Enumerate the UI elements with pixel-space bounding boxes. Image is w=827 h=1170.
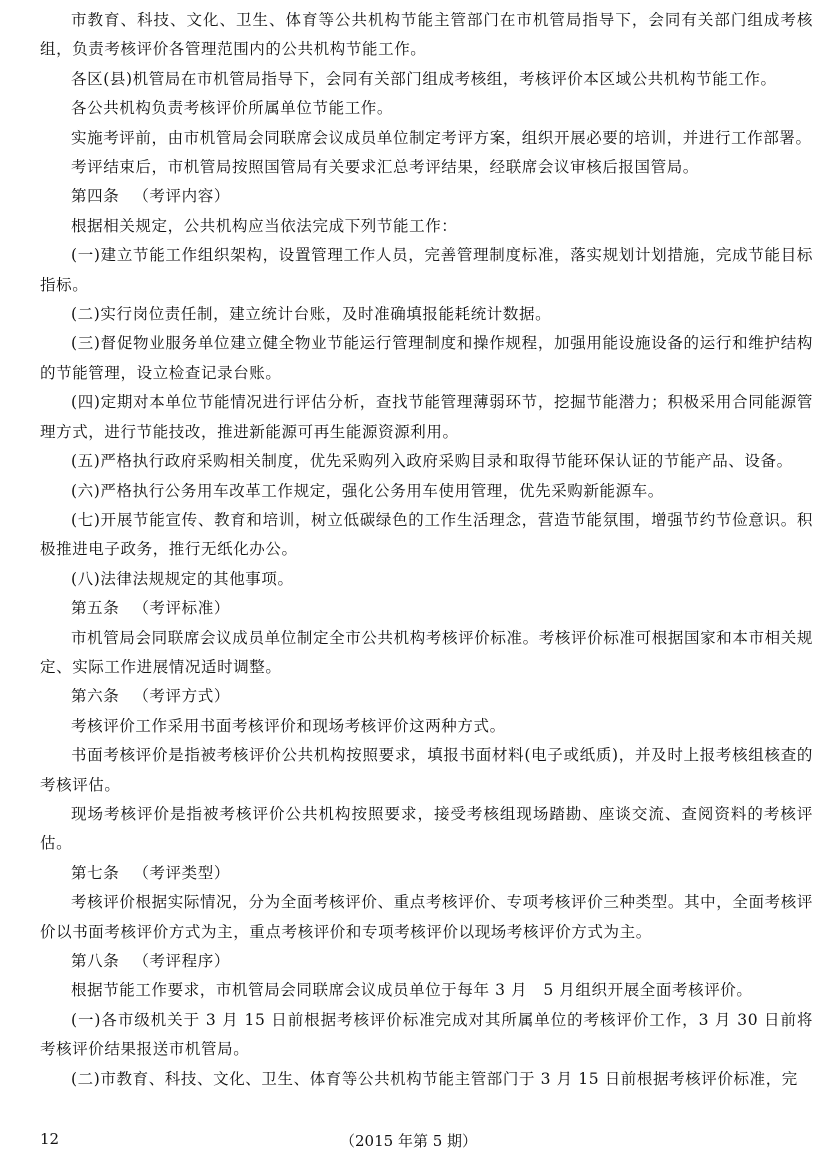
paragraph: 市教育、科技、文化、卫生、体育等公共机构节能主管部门在市机管局指导下，会同有关部门组成考核组，负责考核评价各管理范围内的公共机构节能工作。	[40, 11, 813, 59]
paragraph: (二)实行岗位责任制，建立统计台账，及时准确填报能耗统计数据。	[71, 305, 552, 324]
paragraph: 根据节能工作要求，市机管局会同联席会议成员单位于每年 3 月 5 月组织开展全面考核评价。	[71, 981, 753, 1000]
article-tag: （考评程序）	[133, 952, 230, 970]
article-tag: （考评方式）	[133, 687, 230, 706]
article-number: 第四条	[71, 187, 120, 206]
paragraph: 书面考核评价是指被考核评价公共机构按照要求，填报书面材料(电子或纸质)，并及时上报考核组核查的考核评估。	[40, 746, 813, 794]
page-footer	[40, 1130, 813, 1154]
article-number: 第七条	[71, 863, 120, 882]
paragraph: 考评结束后，市机管局按照国管局有关要求汇总考评结果，经联席会议审核后报国管局。	[71, 158, 699, 177]
paragraph: (五)严格执行政府采购相关制度，优先采购列入政府采购目录和取得节能环保认证的节能产品、设备。	[71, 452, 793, 471]
paragraph: 根据相关规定，公共机构应当依法完成下列节能工作：	[71, 216, 458, 235]
article-heading	[40, 682, 813, 711]
paragraph: (三)督促物业服务单位建立健全物业节能运行管理制度和操作规程，加强用能设施设备的运行和维护结构的节能管理，设立检查记录台账。	[40, 334, 813, 382]
paragraph: 考核评价根据实际情况，分为全面考核评价、重点考核评价、专项考核评价三种类型。其中，全面考核评价以书面考核评价方式为主，重点考核评价和专项考核评价以现场考核评价方式为主。	[40, 893, 813, 941]
paragraph: (一)各市级机关于 3 月 15 日前根据考核评价标准完成对其所属单位的考核评价工作，3 月 30 日前将考核评价结果报送市机管局。	[40, 1010, 813, 1059]
article-tag: （考评标准）	[133, 599, 230, 618]
article-number: 第八条	[71, 952, 120, 970]
article-heading	[40, 947, 813, 976]
paragraph: 考核评价工作采用书面考核评价和现场考核评价这两种方式。	[71, 716, 506, 735]
paragraph: (八)法律法规规定的其他事项。	[71, 569, 294, 588]
paragraph: 各公共机构负责考核评价所属单位节能工作。	[71, 99, 394, 118]
issue-label: （2015 年第 5 期）	[340, 1132, 478, 1150]
article-tag: （考评内容）	[133, 187, 230, 206]
article-number: 第六条	[71, 687, 120, 706]
document-body	[40, 6, 813, 1094]
page-number: 12	[40, 1130, 60, 1148]
article-heading	[40, 859, 813, 888]
paragraph: 市机管局会同联席会议成员单位制定全市公共机构考核评价标准。考核评价标准可根据国家和本市相关规定、实际工作进展情况适时调整。	[40, 628, 813, 676]
paragraph: 现场考核评价是指被考核评价公共机构按照要求，接受考核组现场踏勘、座谈交流、查阅资料的考核评估。	[40, 804, 813, 853]
paragraph: (六)严格执行公务用车改革工作规定，强化公务用车使用管理，优先采购新能源车。	[71, 481, 664, 500]
article-heading	[40, 182, 813, 211]
paragraph: (一)建立节能工作组织架构，设置管理工作人员，完善管理制度标准，落实规划计划措施，完成节能目标指标。	[40, 246, 813, 294]
article-heading	[40, 594, 813, 623]
article-number: 第五条	[71, 599, 120, 618]
paragraph: 各区(县)机管局在市机管局指导下，会同有关部门组成考核组，考核评价本区域公共机构节能工作。	[71, 69, 777, 88]
paragraph: (七)开展节能宣传、教育和培训，树立低碳绿色的工作生活理念，营造节能氛围，增强节约节俭意识。积极推进电子政务，推行无纸化办公。	[40, 510, 813, 559]
paragraph: 实施考评前，由市机管局会同联席会议成员单位制定考评方案，组织开展必要的培训，并进行工作部署。	[71, 128, 812, 147]
article-tag: （考评类型）	[133, 863, 230, 882]
paragraph: (四)定期对本单位节能情况进行评估分析，查找节能管理薄弱环节，挖掘节能潜力；积极采用合同能源管理方式，进行节能技改，推进新能源可再生能源资源利用。	[40, 393, 813, 441]
paragraph: (二)市教育、科技、文化、卫生、体育等公共机构节能主管部门于 3 月 15 日前根据考核评价标准，完	[71, 1069, 798, 1088]
